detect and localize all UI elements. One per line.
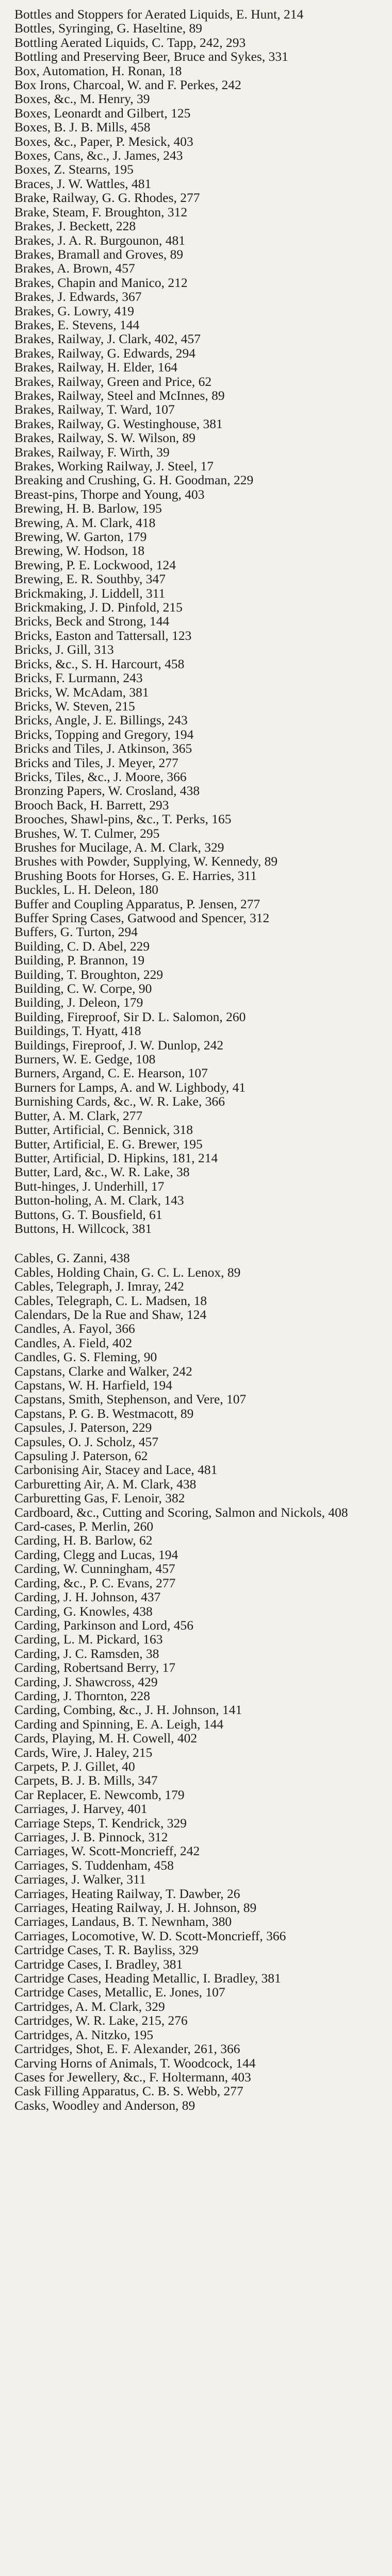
index-entry: Cartridge Cases, Metallic, E. Jones, 107 (14, 1985, 225, 2000)
index-entry: Brickmaking, J. Liddell, 311 (14, 585, 166, 601)
index-entry: Bottling and Preserving Beer, Bruce and Sykes, 331 (14, 49, 288, 64)
index-entry: Brakes, Railway, J. Clark, 402, 457 (14, 331, 201, 347)
index-entry: Bricks, Topping and Gregory, 194 (14, 726, 194, 742)
index-entry: Carriages, Locomotive, W. D. Scott-Moncrieff, 366 (14, 1928, 286, 1943)
index-entry: Building, C. W. Corpe, 90 (14, 981, 152, 996)
index-entry: Brakes, Railway, G. Westinghouse, 381 (14, 416, 223, 431)
index-entry: Buttons, G. T. Bousfield, 61 (14, 1207, 162, 1222)
index-entry: Capsuling J. Paterson, 62 (14, 1448, 148, 1464)
index-entry: Brakes, Working Railway, J. Steel, 17 (14, 459, 214, 473)
index-entry: Bricks, W. McAdam, 381 (14, 684, 149, 700)
index-entry: Cables, Holding Chain, G. C. L. Lenox, 89 (14, 1264, 241, 1280)
index-entry: Carving Horns of Animals, T. Woodcock, 144 (14, 2055, 256, 2071)
index-entry: Butter, Lard, &c., W. R. Lake, 38 (14, 1164, 190, 1180)
index-entry: Brakes, Railway, H. Elder, 164 (14, 360, 177, 375)
index-entry: Brewing, W. Garton, 179 (14, 529, 147, 545)
index-entry: Cartridges, A. M. Clark, 329 (14, 1998, 165, 2014)
index-entry: Bricks, J. Gill, 313 (14, 642, 114, 657)
index-entry: Bottles, Syringing, G. Haseltine, 89 (14, 21, 203, 36)
index-entry: Boxes, Cans, &c., J. James, 243 (14, 148, 183, 163)
index-entry: Butter, Artificial, D. Hipkins, 181, 214 (14, 1150, 218, 1165)
index-entry: Carding and Spinning, E. A. Leigh, 144 (14, 1716, 224, 1732)
index-entry: Butter, Artificial, C. Bennick, 318 (14, 1122, 193, 1138)
index-entry: Brickmaking, J. D. Pinfold, 215 (14, 600, 183, 615)
index-entry: Brushes with Powder, Supplying, W. Kennedy, 89 (14, 854, 278, 869)
index-entry: Burners for Lamps, A. and W. Lighbody, 41 (14, 1079, 246, 1095)
index-entry: Carding, J. Shawcross, 429 (14, 1674, 158, 1689)
index-entry: Brooches, Shawl-pins, &c., T. Perks, 165 (14, 811, 232, 827)
index-entry: Burners, Argand, C. E. Hearson, 107 (14, 1065, 208, 1081)
index-entry: Bricks and Tiles, J. Atkinson, 365 (14, 741, 192, 756)
index-entry: Boxes, &c., Paper, P. Mesick, 403 (14, 133, 193, 149)
index-entry: Cartridges, W. R. Lake, 215, 276 (14, 2013, 188, 2028)
index-entry: Brakes, J. A. R. Burgounon, 481 (14, 232, 186, 248)
index-entry: Candles, A. Fayol, 366 (14, 1321, 135, 1336)
index-entry: Buffer Spring Cases, Gatwood and Spencer, 312 (14, 910, 270, 925)
index-entry: Cardboard, &c., Cutting and Scoring, Salmon and Nickols, 408 (14, 1504, 348, 1520)
index-entry: Cartridge Cases, I. Bradley, 381 (14, 1956, 183, 1972)
index-entry: Carbonising Air, Stacey and Lace, 481 (14, 1462, 218, 1478)
index-entry: Buttons, H. Willcock, 381 (14, 1221, 152, 1236)
index-entry: Carding, &c., P. C. Evans, 277 (14, 1575, 176, 1590)
index-entry: Candles, G. S. Fleming, 90 (14, 1349, 157, 1365)
index-entry: Cartridge Cases, Heading Metallic, I. Bradley, 381 (14, 1971, 281, 1986)
index-entry: Bricks, F. Lurmann, 243 (14, 670, 143, 686)
index-entry: Brakes, Railway, Steel and McInnes, 89 (14, 387, 225, 403)
index-entry: Cartridge Cases, T. R. Bayliss, 329 (14, 1942, 199, 1958)
index-entry: Calendars, De la Rue and Shaw, 124 (14, 1307, 207, 1322)
index-entry: Brewing, A. M. Clark, 418 (14, 515, 156, 530)
index-entry: Brakes, Railway, F. Wirth, 39 (14, 444, 170, 460)
index-entry: Brushes for Mucilage, A. M. Clark, 329 (14, 839, 224, 855)
index-entry: Buffer and Coupling Apparatus, P. Jensen, 277 (14, 896, 260, 911)
index-entry: Bricks, Easton and Tattersall, 123 (14, 628, 192, 643)
index-entry: Casks, Woodley and Anderson, 89 (14, 2097, 195, 2113)
index-entry: Brewing, E. R. Southby, 347 (14, 571, 166, 587)
index-entry: Boxes, &c., M. Henry, 39 (14, 91, 150, 107)
index-entry: Bricks, Beck and Strong, 144 (14, 614, 170, 629)
index-entry: Brakes, G. Lowry, 419 (14, 303, 135, 318)
index-entry: Carding, W. Cunningham, 457 (14, 1561, 175, 1577)
index-entry: Candles, A. Field, 402 (14, 1335, 133, 1350)
index-entry: Building, Fireproof, Sir D. L. Salomon, 260 (14, 1009, 246, 1024)
index-entry: Buildings, T. Hyatt, 418 (14, 1023, 141, 1039)
index-entry: Carpets, B. J. B. Mills, 347 (14, 1773, 158, 1788)
index-entry: Burners, W. E. Gedge, 108 (14, 1052, 156, 1067)
index-entry: Capsules, J. Paterson, 229 (14, 1420, 152, 1435)
index-entry: Brakes, E. Stevens, 144 (14, 317, 140, 332)
index-entry: Cables, G. Zanni, 438 (14, 1250, 130, 1266)
index-entry: Bottles and Stoppers for Aerated Liquids, E. Hunt, 214 (14, 7, 304, 22)
index-entry: Brakes, J. Beckett, 228 (14, 218, 136, 234)
index-entry: Boxes, Leonardt and Gilbert, 125 (14, 105, 191, 121)
index-entry: Brushing Boots for Horses, G. E. Harries, 311 (14, 868, 257, 883)
index-entry: Brakes, J. Edwards, 367 (14, 289, 142, 304)
index-entry: Building, J. Deleon, 179 (14, 995, 143, 1010)
index-entry: Buildings, Fireproof, J. W. Dunlop, 242 (14, 1037, 224, 1053)
index-entry: Butt-hinges, J. Underhill, 17 (14, 1178, 165, 1194)
index-entry: Cards, Wire, J. Haley, 215 (14, 1744, 153, 1760)
index-entry: Braces, J. W. Wattles, 481 (14, 176, 152, 191)
index-entry: Brushes, W. T. Culmer, 295 (14, 825, 160, 841)
index-entry: Box Irons, Charcoal, W. and F. Perkes, 242 (14, 77, 241, 93)
index-entry: Burnishing Cards, &c., W. R. Lake, 366 (14, 1094, 225, 1109)
index-entry: Bottling Aerated Liquids, C. Tapp, 242, 293 (14, 35, 246, 50)
index-entry: Carding, J. C. Ramsden, 38 (14, 1646, 159, 1661)
index-entry: Bricks, Tiles, &c., J. Moore, 366 (14, 769, 187, 784)
index-entry: Boxes, Z. Stearns, 195 (14, 162, 134, 177)
index-entry: Carburetting Gas, F. Lenoir, 382 (14, 1490, 185, 1506)
index-entry: Capstans, Smith, Stephenson, and Vere, 107 (14, 1392, 247, 1407)
index-entry: Carding, Clegg and Lucas, 194 (14, 1547, 178, 1562)
index-entry: Capstans, P. G. B. Westmacott, 89 (14, 1405, 194, 1421)
index-entry: Carriages, J. Walker, 311 (14, 1872, 146, 1887)
index-entry: Butter, Artificial, E. G. Brewer, 195 (14, 1136, 203, 1151)
index-entry: Brakes, Railway, Green and Price, 62 (14, 374, 212, 389)
index-entry: Cards, Playing, M. H. Cowell, 402 (14, 1731, 198, 1746)
index-entry: Cartridges, A. Nitzko, 195 (14, 2027, 154, 2042)
index-entry: Carding, L. M. Pickard, 163 (14, 1632, 163, 1647)
index-entry: Breast-pins, Thorpe and Young, 403 (14, 486, 205, 502)
index-entry: Brakes, Railway, S. W. Wilson, 89 (14, 430, 196, 446)
index-entry: Brakes, Bramall and Groves, 89 (14, 246, 184, 262)
index-entry: Buffers, G. Turton, 294 (14, 924, 138, 940)
index-entry: Carriages, J. B. Pinnock, 312 (14, 1829, 168, 1844)
index-entry: Carpets, P. J. Gillet, 40 (14, 1758, 135, 1774)
index-entry: Brakes, A. Brown, 457 (14, 261, 135, 276)
index-entry: Bronzing Papers, W. Crosland, 438 (14, 783, 200, 799)
index-entry: Cartridges, Shot, E. F. Alexander, 261, 366 (14, 2041, 240, 2057)
index-entry: Carding, H. B. Barlow, 62 (14, 1533, 153, 1548)
index-entry: Building, T. Broughton, 229 (14, 967, 164, 982)
index-entry: Bricks, W. Steven, 215 (14, 698, 135, 714)
index-entry: Carriages, S. Tuddenham, 458 (14, 1857, 174, 1873)
index-entry: Button-holing, A. M. Clark, 143 (14, 1193, 184, 1208)
index-entry: Boxes, B. J. B. Mills, 458 (14, 120, 151, 135)
index-entry: Brakes, Railway, T. Ward, 107 (14, 402, 175, 417)
index-entry: Cask Filling Apparatus, C. B. S. Webb, 277 (14, 2083, 243, 2099)
index-entry: Bricks, &c., S. H. Harcourt, 458 (14, 656, 185, 671)
index-entry: Bricks and Tiles, J. Meyer, 277 (14, 755, 178, 770)
index-entry: Carding, Parkinson and Lord, 456 (14, 1617, 194, 1633)
index-entry: Cables, Telegraph, J. Imray, 242 (14, 1279, 184, 1294)
index-entry: Carriage Steps, T. Kendrick, 329 (14, 1815, 187, 1831)
index-entry: Card-cases, P. Merlin, 260 (14, 1519, 154, 1534)
index-entry: Carriages, J. Harvey, 401 (14, 1801, 148, 1817)
index-entry: Buckles, L. H. Deleon, 180 (14, 882, 159, 897)
index-entry: Breaking and Crushing, G. H. Goodman, 229 (14, 472, 254, 488)
index-entry: Cables, Telegraph, C. L. Madsen, 18 (14, 1293, 207, 1308)
index-entry: Carding, J. H. Johnson, 437 (14, 1589, 161, 1605)
index-entry: Bricks, Angle, J. E. Billings, 243 (14, 713, 188, 728)
index-entry: Capsules, O. J. Scholz, 457 (14, 1434, 159, 1449)
index-entry: Brakes, Railway, G. Edwards, 294 (14, 345, 196, 361)
index-entry: Building, C. D. Abel, 229 (14, 938, 150, 954)
index-entry: Carriages, Landaus, B. T. Newnham, 380 (14, 1914, 232, 1929)
index-entry: Brewing, W. Hodson, 18 (14, 543, 145, 558)
index-entry: Carburetting Air, A. M. Clark, 438 (14, 1476, 197, 1492)
index-entry: Capstans, Clarke and Walker, 242 (14, 1363, 192, 1379)
index-entry: Box, Automation, H. Ronan, 18 (14, 63, 182, 78)
index-entry: Cases for Jewellery, &c., F. Holtermann, 403 (14, 2069, 251, 2084)
index-entry: Carding, Combing, &c., J. H. Johnson, 141 (14, 1702, 242, 1718)
index-entry: Capstans, W. H. Harfield, 194 (14, 1378, 172, 1393)
index-entry: Brakes, Chapin and Manico, 212 (14, 275, 188, 290)
index-entry: Car Replacer, E. Newcomb, 179 (14, 1787, 185, 1802)
index-entry: Carding, Robertsand Berry, 17 (14, 1660, 176, 1675)
index-entry: Carriages, Heating Railway, T. Dawber, 26 (14, 1886, 240, 1901)
index-entry: Butter, A. M. Clark, 277 (14, 1108, 143, 1123)
index-entry: Carding, G. Knowles, 438 (14, 1603, 153, 1619)
index-entry: Brake, Railway, G. G. Rhodes, 277 (14, 190, 200, 206)
index-entry: Brewing, P. E. Lockwood, 124 (14, 557, 176, 572)
index-entry: Brewing, H. B. Barlow, 195 (14, 501, 162, 516)
index-entry: Brooch Back, H. Barrett, 293 (14, 797, 169, 812)
section-gap (14, 1235, 371, 1251)
index-entry: Building, P. Brannon, 19 (14, 953, 145, 968)
index-entry: Carriages, W. Scott-Moncrieff, 242 (14, 1843, 200, 1859)
index-entry: Carding, J. Thornton, 228 (14, 1688, 151, 1703)
index-entry: Carriages, Heating Railway, J. H. Johnson, 89 (14, 1900, 257, 1916)
index-entry: Brake, Steam, F. Broughton, 312 (14, 204, 188, 219)
